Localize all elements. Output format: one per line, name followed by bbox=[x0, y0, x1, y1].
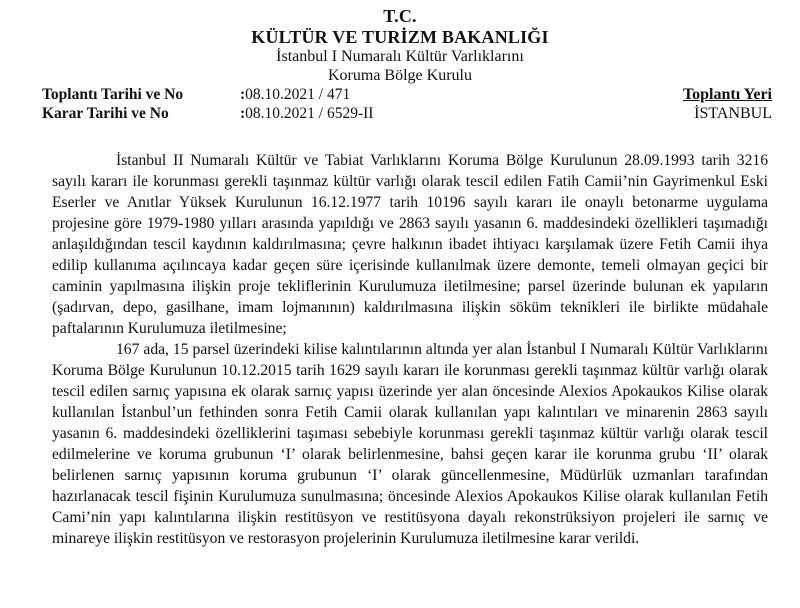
header-ministry: KÜLTÜR VE TURİZM BAKANLIĞI bbox=[251, 27, 549, 47]
decision-date-value: 08.10.2021 / 6529-II bbox=[245, 105, 374, 122]
meeting-date-label: Toplantı Tarihi ve No bbox=[42, 86, 184, 103]
header-board-line1: İstanbul I Numaralı Kültür Varlıklarını bbox=[276, 48, 524, 65]
meeting-place-value: İSTANBUL bbox=[694, 105, 772, 122]
decision-date-label: Karar Tarihi ve No bbox=[42, 105, 169, 122]
decision-date-value-row bbox=[240, 105, 373, 123]
meeting-colon: : bbox=[240, 86, 246, 103]
header-tc: T.C. bbox=[383, 6, 417, 26]
meeting-place-label bbox=[683, 86, 772, 104]
decision-body bbox=[52, 150, 768, 549]
decision-paragraph-1: İstanbul II Numaralı Kültür ve Tabiat Varlıklarını Koruma Bölge Kurulunun 28.09.1993 tarih 3216 sayılı kararı ile korunması gerekli taşınmaz kültür varlığı olarak tescil edilen Fatih Camii’nin Gayrimenkul Eski Eserler ve Anıtlar Yüksek Kurulunun 16.12.1977 tarih 10196 sayılı kararı ile onaylı betonarme uygulama projesine göre 1979-1980 yılları arasında yapıldığı ve 2863 sayılı yasanın 6. maddesindeki özellikleri taşımadığı anlaşıldığından tescil kaydının kaldırılmasına; çevre halkının ibadet ihtiyacı karşılamak üzere Fetih Camii ihya edilip kullanıma açılıncaya kadar geçen süre içerisinde kullanılmak üzere demonte, temeli olmayan geçici bir caminin yapılmasına ilişkin proje tekliflerinin Kurulumuza iletilmesine; parsel üzerinde bulunan ek yapıların (şadırvan, depo, gasilhane, imam lojmanının) kaldırılmasına ilişkin söküm teknikleri ile birlikte müdahale paftalarının Kurulumuza iletilmesine; bbox=[52, 152, 768, 337]
decision-paragraph-2: 167 ada, 15 parsel üzerindeki kilise kalıntılarının altında yer alan İstanbul I Numaralı Kültür Varlıklarını Koruma Bölge Kurulunun 10.12.2015 tarih 1629 sayılı kararı ile korunması gerekli taşınmaz kültür varlığı olarak tescil edilen sarnıç yapısına ek olarak sarnıç yapısı üzerinde yer alan öncesinde Alexios Apokaukos Kilise olarak kullanılan İstanbul’un fethinden sonra Fetih Camii olarak kullanılan yapı kalıntıları ve minarenin 2863 sayılı yasanın 6. maddesindeki özelliklerini taşıması sebebiyle korunması gerekli taşınmaz kültür varlığı olarak tescil edilmelerine ve koruma grubunun ‘I’ olarak belirlenmesine, bahsi geçen karar ile korunma grubu ‘II’ olarak belirlenen sarnıç yapısının koruma grubunun ‘I’ olarak güncellenmesine, Müdürlük uzmanları tarafından hazırlanacak tescil fişinin Kurulumuza sunulmasına; öncesinde Alexios Apokaukos Kilise olarak kullanılan Fetih Cami’nin yapı kalıntılarına ilişkin restitüsyon ve restitüsyona dayalı rekonstrüksiyon projeleri ile sarnıç ve minareye ilişkin restitüsyon ve restorasyon projelerinin Kurulumuza iletilmesine karar verildi. bbox=[52, 341, 768, 547]
header-board-line2: Koruma Bölge Kurulu bbox=[328, 67, 472, 84]
meeting-place-title: Toplantı Yeri bbox=[682, 86, 772, 103]
meeting-date-value-row bbox=[240, 86, 350, 104]
decision-colon: : bbox=[240, 105, 246, 122]
meeting-date-value: 08.10.2021 / 471 bbox=[245, 86, 351, 103]
